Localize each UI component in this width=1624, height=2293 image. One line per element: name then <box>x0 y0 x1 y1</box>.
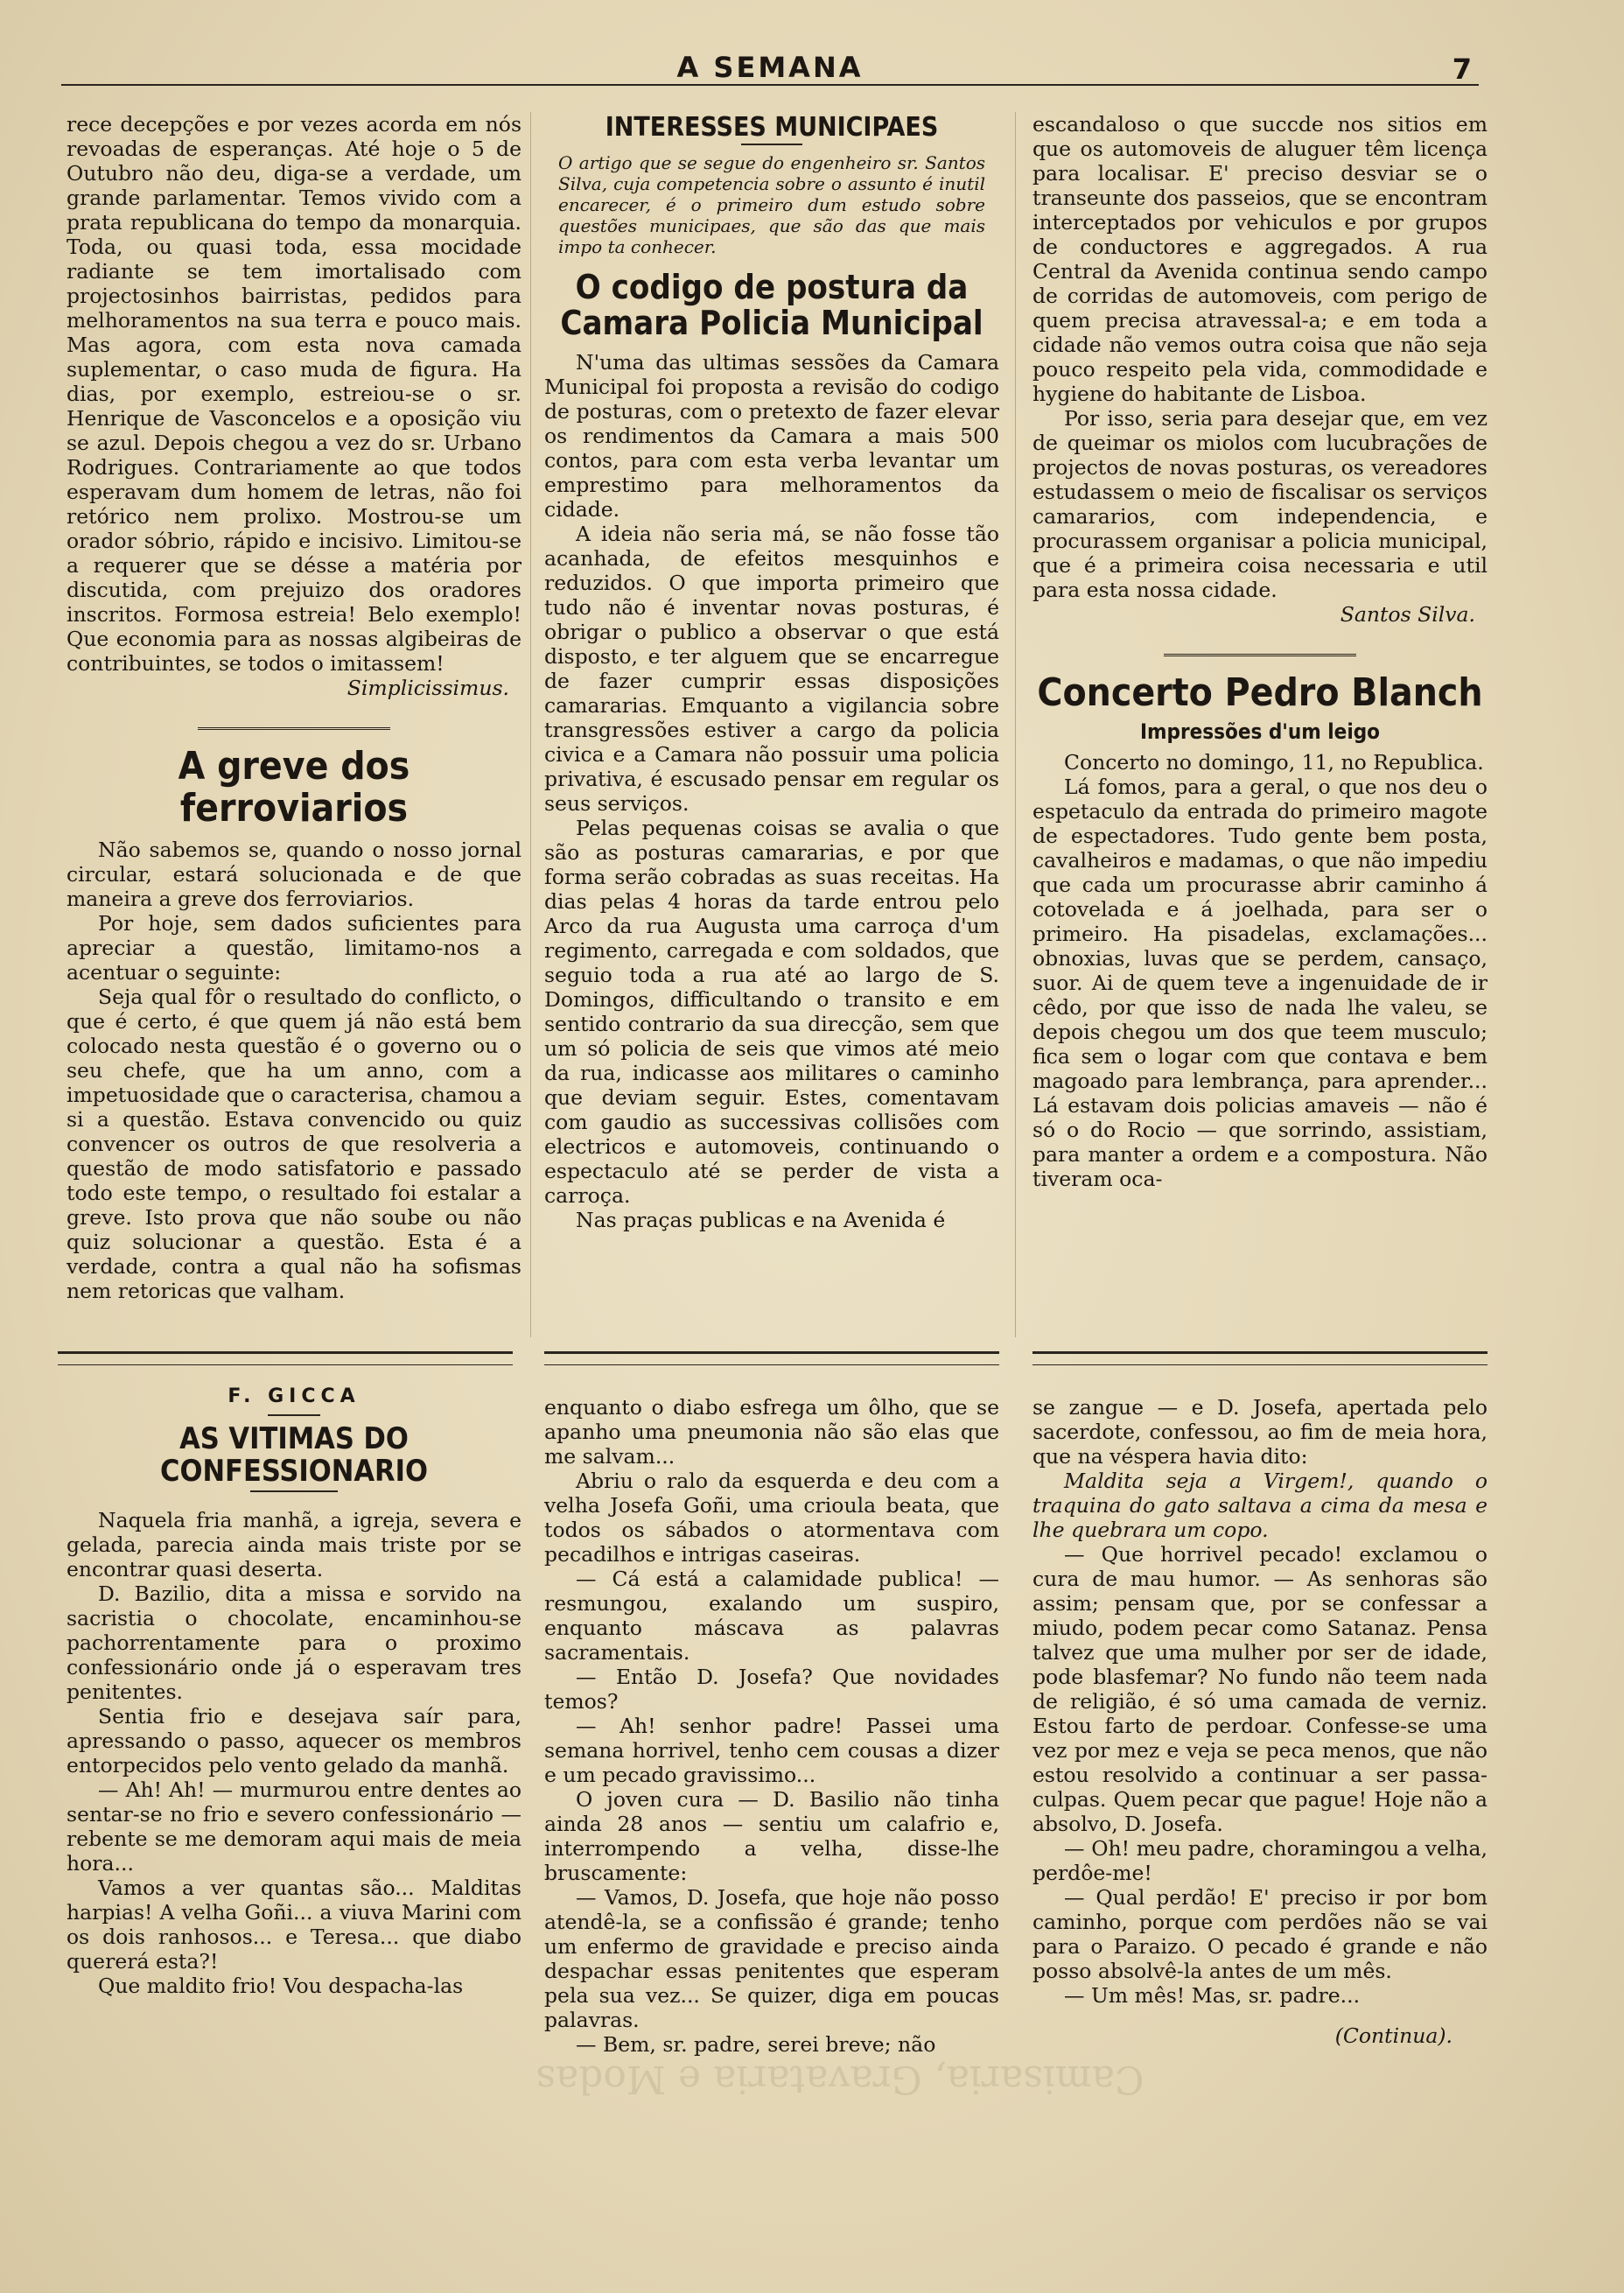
short-rule <box>250 1490 338 1492</box>
article-paragraph: se zangue — e D. Josefa, apertada pelo sacerdote, confessou, ao fim de meia hora, que na véspera havia dito: <box>1032 1395 1488 1469</box>
article-paragraph: — Vamos, D. Josefa, que hoje não posso atendê-la, se a confissão é grande; tenho um enfermo de gravidade e preciso ainda despachar essas penitentes que esperam pela sua vez... Se quizer, diga em poucas palavras. <box>544 1885 999 2032</box>
signature-simplicissimus: Simplicissimus. <box>346 676 509 700</box>
section-break-1 <box>58 1351 513 1365</box>
author-byline: F. GICCA <box>228 1385 360 1407</box>
section-divider <box>1032 637 1488 662</box>
column-divider-2 <box>1015 112 1016 1337</box>
article-paragraph: rece decepções e por vezes acorda em nós revoadas de esperanças. Até hoje o 5 de Outubro não deu, diga-se a verdade, um grande parlamentar. Temos vivido com a prata republicana do tempo da monarquia. Toda, ou quasi toda, essa mocidade radiante se tem imortalisado com projectosinhos bairristas, pedidos para melhoramentos na sua terra e pouco mais. Mas agora, com esta nova camada suplementar, o caso muda de figura. Ha dias, por exemplo, estreiou-se o sr. Henrique de Vasconcelos e a oposição viu se azul. Depois chegou a vez do sr. Urbano Rodrigues. Contrariamente ao que todos esperavam dum homem de letras, não foi retórico nem prolixo. Mostrou-se um orador sóbrio, rápido e incisivo. Limitou-se a requerer que se désse a matéria por discutida, com prejuizo dos oradores inscritos. Formosa estreia! Belo exemplo! Que economia para as nossas algibeiras de contribuintes, se todos o imitassem! <box>66 112 522 676</box>
page-number: 7 <box>1452 53 1472 86</box>
article-paragraph: — Qual perdão! E' preciso ir por bom caminho, porque com perdões não se vai para o Paraizo. O pecado é grande e não posso absolvê-la antes de um mês. <box>1032 1885 1488 1983</box>
article-paragraph: — Que horrivel pecado! exclamou o cura de mau humor. — As senhoras são assim; pensam que, por se confessar a miudo, podem pecar como Satanaz. Pensa talvez que uma mulher por ser de idade, pode blasfemar? No fundo não teem nada de religião, é só uma camada de verniz. Estou farto de perdoar. Confesse-se uma vez por mez e veja se peca menos, que não estou resolvido a continuar a ser passa-culpas. Quem pecar que pague! Hoje não a absolvo, D. Josefa. <box>1032 1542 1488 1836</box>
headline-vitimas-confessionario: AS VITIMAS DO CONFESSIONARIO <box>160 1421 428 1489</box>
article-paragraph: Pelas pequenas coisas se avalia o que são as posturas camararias, e por que forma serão cobradas as suas receitas. Ha dias pelas 4 horas da tarde entrou pelo Arco da rua Augusta uma carroça d'um regimento, carregada e com soldados, que seguio toda a rua até ao largo de S. Domingos, difficultando o transito e em sentido contrario da sua direcção, sem que um só policia de seis que vimos até meio da rua, indicasse aos militares o caminho que deviam seguir. Estes, comentavam com gaudio as successivas collisões com electricos e automoveis, continuando o espectaculo até se perder de vista a carroça. <box>544 816 999 1209</box>
article-paragraph: — Ah! senhor padre! Passei uma semana horrivel, tenho cem cousas a dizer e um pecado gravissimo... <box>544 1714 999 1787</box>
article-paragraph: escandaloso o que succde nos sitios em que os automoveis de aluguer têm licença para localisar. E' preciso desviar se o transeunte dos passeios, que se encontram interceptados por vehiculos e por grupos de conductores e aggregados. A rua Central da Avenida continua sendo campo de corridas de automoveis, com perigo de quem precisa atravessal-a; e em toda a cidade não vemos outra coisa que não seja pouco respeito pela vida, commodidade e hygiene do habitante de Lisboa. <box>1032 112 1488 406</box>
subheadline-impressoes-leigo: Impressões d'um leigo <box>1139 719 1381 744</box>
section-break-2 <box>544 1351 999 1365</box>
article-paragraph: Abriu o ralo da esquerda e deu com a velha Josefa Goñi, uma crioula beata, que todos os sábados o atormentava com pecadilhos e intrigas caseiras. <box>544 1469 999 1567</box>
article-paragraph: Não sabemos se, quando o nosso jornal circular, estará solucionada e de que maneira a greve dos ferroviarios. <box>66 838 522 912</box>
article-paragraph: — Um mês! Mas, sr. padre... <box>1064 1983 1361 2008</box>
article-paragraph: — Ah! Ah! — murmurou entre dentes ao sentar-se no frio e severo confessionário — rebente se me demoram aqui mais de meia hora... <box>66 1778 522 1876</box>
article-paragraph: Por hoje, sem dados suficientes para apreciar a questão, limitamo-nos a acentuar o seguinte: <box>66 911 522 985</box>
column-divider-1 <box>530 112 531 1337</box>
article-paragraph: D. Bazilio, dita a missa e sorvido na sacristia o chocolate, encaminhou-se pachorrentamente para o proximo confessionário onde já o esperavam tres penitentes. <box>66 1581 522 1705</box>
headline-codigo-postura: O codigo de postura da Camara Policia Municipal <box>560 268 984 343</box>
article-paragraph: Seja qual fôr o resultado do conflicto, o que é certo, é que quem já não está bem colocado nesta questão é o governo ou o seu chefe, que ha um anno, com a impetuosidade que o caracterisa, chamou a si a questão. Estava convencido ou quiz convencer os outros de que resolveria a questão de modo satisfatorio e passado todo este tempo, o resultado foi estalar a greve. Isto prova que não soube ou não quiz solucionar a questão. Esta é a verdade, contra a qual não ha sofismas nem retoricas que valham. <box>66 985 522 1304</box>
confessionario-column-1 <box>66 1381 522 1998</box>
article-paragraph: — Bem, sr. padre, serei breve; não <box>576 2032 936 2057</box>
short-rule <box>741 144 802 145</box>
article-paragraph: — Cá está a calamidade publica! — resmungou, exalando um suspiro, enquanto máscava as palavras sacramentais. <box>544 1567 999 1665</box>
article-paragraph: Naquela fria manhã, a igreja, severa e gelada, parecia ainda mais triste por se encontrar quasi deserta. <box>66 1508 522 1582</box>
bleed-through-text: Camisaria, Gravataria e Modas <box>536 2057 1144 2101</box>
article-paragraph: Por isso, seria para desejar que, em vez de queimar os miolos com lucubrações de projectos de novas posturas, os vereadores estudassem o meio de fiscalisar os serviços camararios, com independencia, e procurassem organisar a policia municipal, que é a primeira coisa necessaria e util para esta nossa cidade. <box>1032 406 1488 602</box>
continued-label: (Continua). <box>1334 2023 1452 2048</box>
article-paragraph: Vamos a ver quantas são... Malditas harpias! A velha Goñi... a viuva Marini com os dois ranhosos... e Teresa... que diabo quererá esta?! <box>66 1876 522 1974</box>
signature-santos-silva: Santos Silva. <box>1340 602 1475 627</box>
article-paragraph: Que maldito frio! Vou despacha-las <box>98 1974 464 1999</box>
headline-interesses-municipaes: INTERESSES MUNICIPAES <box>605 112 939 143</box>
headline-greve-ferroviarios: A greve dos ferroviarios <box>178 744 410 831</box>
section-break-3 <box>1032 1351 1488 1365</box>
article-paragraph: — Oh! meu padre, choramingou a velha, perdôe-me! <box>1032 1836 1488 1885</box>
newspaper-title: A SEMANA <box>676 51 864 84</box>
article-paragraph: Sentia frio e desejava saír para, apressando o passo, aquecer os membros entorpecidos pelo vento gelado da manhã. <box>66 1704 522 1778</box>
short-rule <box>268 1414 320 1416</box>
column-1 <box>66 112 522 1303</box>
confessionario-column-2 <box>544 1395 999 2057</box>
article-paragraph: — Então D. Josefa? Que novidades temos? <box>544 1665 999 1714</box>
article-paragraph: Lá fomos, para a geral, o que nos deu o espetaculo da entrada do primeiro magote de espectadores. Tudo gente bem posta, cavalheiros e madamas, o que não impediu que cada um procurasse abrir caminho á cotovelada e á joelhada, para ser o primeiro. Ha pisadelas, exclamações... obnoxias, luvas que se perdem, cansaço, suor. Ai de quem teve a ingenuidade de ir cêdo, por que isso de nada lhe valeu, se depois chegou um dos que teem musculo; fica sem o logar com que contava e bem magoado para lembrança, para aprender... Lá estavam dois policias amaveis — não é só o do Rocio — que sorrindo, assistiam, para manter a ordem e a compostura. Não tiveram oca- <box>1032 775 1488 1192</box>
page-header <box>61 51 1479 93</box>
headline-concerto-pedro-blanch: Concerto Pedro Blanch <box>1037 670 1483 715</box>
article-paragraph: A ideia não seria má, se não fosse tão acanhada, de efeitos mesquinhos e reduzidos. O que importa primeiro que tudo não é inventar novas posturas, é obrigar o publico a observar o que está disposto, e ter alguem que se encarregue de fazer cumprir essas disposições camararias. Emquanto a vigilancia sobre transgressões estiver a cargo da policia civica e a Camara não possuir uma policia privativa, é escusado pensar em regular os seus serviços. <box>544 522 999 817</box>
article-paragraph: enquanto o diabo esfrega um ôlho, que se apanho uma pneumonia não são elas que me salvam... <box>544 1395 999 1469</box>
article-paragraph: O joven cura — D. Basilio não tinha ainda 28 anos — sentiu um calafrio e, interrompendo a velha, disse-lhe bruscamente: <box>544 1787 999 1885</box>
article-paragraph: Concerto no domingo, 11, no Republica. <box>1064 750 1484 775</box>
article-paragraph: N'uma das ultimas sessões da Camara Municipal foi proposta a revisão do codigo de posturas, com o pretexto de fazer elevar os rendimentos da Camara a mais 500 contos, para com esta verba levantar um emprestimo para melhoramentos da cidade. <box>544 350 999 522</box>
confessionario-column-3 <box>1032 1395 1488 2048</box>
editorial-intro: O artigo que se segue do engenheiro sr. Santos Silva, cuja competencia sobre o assunto é inutil encarecer, é o primeiro dum estudo sobre questões municipaes, que são das que mais impo ta conhecer. <box>558 152 985 258</box>
section-divider <box>66 711 522 735</box>
article-paragraph: Nas praças publicas e na Avenida é <box>576 1208 946 1233</box>
column-3 <box>1032 112 1488 1191</box>
header-rule <box>61 84 1479 86</box>
article-paragraph: Maldita seja a Virgem!, quando o traquina do gato saltava a cima da mesa e lhe quebrara um copo. <box>1032 1469 1488 1542</box>
column-2 <box>544 112 999 1232</box>
